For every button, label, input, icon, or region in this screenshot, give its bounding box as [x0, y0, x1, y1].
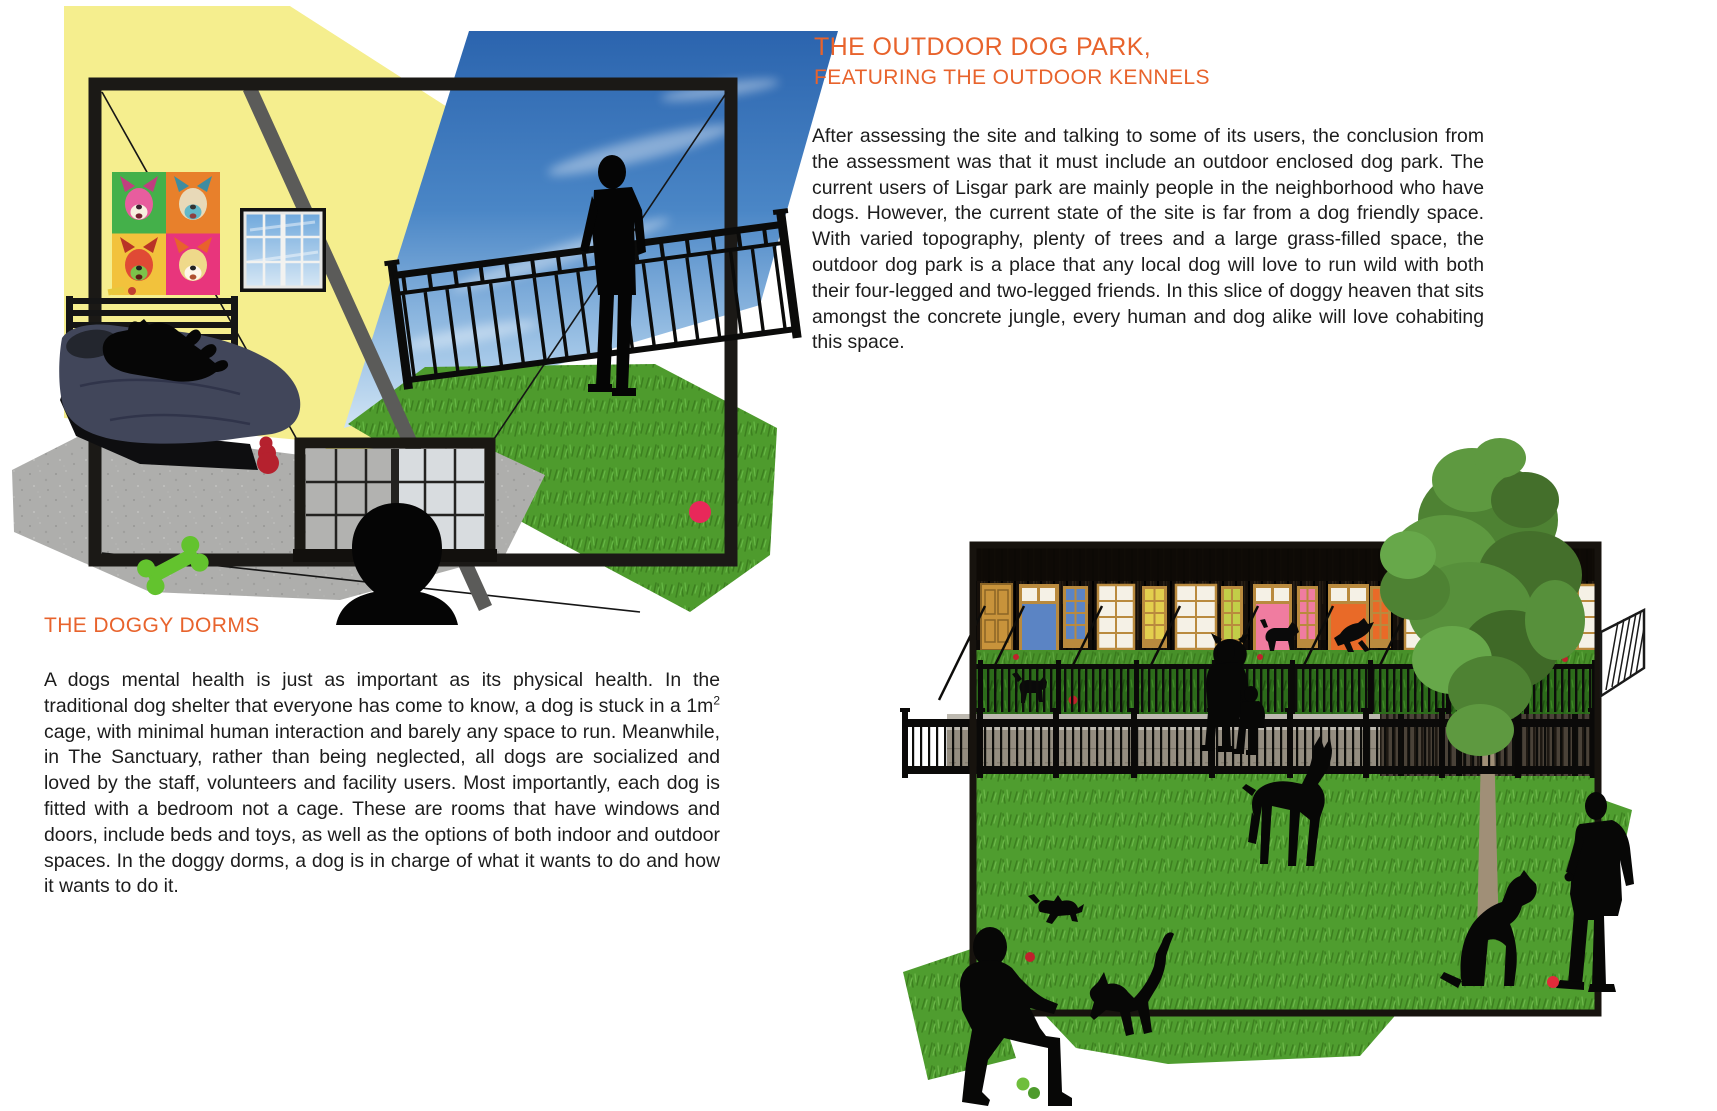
- door-blue: [1019, 584, 1059, 650]
- superscript-2: 2: [713, 693, 720, 708]
- paragraph-text-before-superscript: A dogs mental health is just as important as its physical health. In the traditional dog shelter that everyone has come to know, a dog is stuck in a 1m: [44, 669, 720, 717]
- pop-art-dog-portraits: [112, 172, 220, 295]
- dog-park-render-illustration: [780, 400, 1717, 1111]
- door-screen-blue: [1063, 586, 1088, 648]
- door-screen-pink: [1297, 586, 1318, 648]
- outdoor-dog-park-heading: THE OUTDOOR DOG PARK,: [814, 33, 1152, 61]
- outdoor-kennels-subheading: FEATURING THE OUTDOOR KENNELS: [814, 66, 1210, 89]
- red-ball: [689, 501, 711, 523]
- doggy-dorms-heading: THE DOGGY DORMS: [44, 614, 260, 637]
- red-kong-toy: [257, 437, 279, 475]
- outdoor-dog-park-paragraph: After assessing the site and talking to some of its users, the conclusion from the assessment was that it must include an outdoor enclosed dog park. The current users of Lisgar park are mainly people in the neighborhood who have dogs. However, the current state of the site is far from a dog friendly space. With varied topography, plenty of trees and a large grass-filled space, the outdoor dog park is a place that any local dog will love to run wild with both their four-legged and two-legged friends. In this slice of doggy heaven that sits amongst the concrete jungle, every human and dog alike will love cohabiting this space.: [812, 125, 1484, 354]
- door-shoji-2: [1176, 585, 1216, 649]
- doggy-dorms-collage-illustration: [0, 0, 845, 625]
- bedroom-wall-window: [240, 208, 326, 292]
- lawn-green-toy-2: [1028, 1087, 1040, 1099]
- door-shoji-1: [1098, 585, 1134, 649]
- doggy-dorms-paragraph: [44, 668, 720, 900]
- sketch-gate: [1601, 610, 1644, 696]
- headboard-toy-red: [128, 287, 136, 295]
- lawn-red-ball-2: [1547, 976, 1559, 988]
- lawn-green-toy-1: [1017, 1078, 1030, 1091]
- paragraph-text-after-superscript: cage, with minimal human interaction and barely any space to run. Meanwhile, in The Sanctuary, rather than being neglected, all dogs are socialized and loved by the staff, volunteers and facility users. Most importantly, each dog is fitted with a bedroom not a cage. These are rooms that have windows and doors, include beds and toys, as well as the options of both indoor and outdoor spaces. In the doggy dorms, a dog is in charge of what it wants to do and how it wants to do it.: [44, 720, 720, 898]
- lawn-red-ball-1: [1025, 952, 1035, 962]
